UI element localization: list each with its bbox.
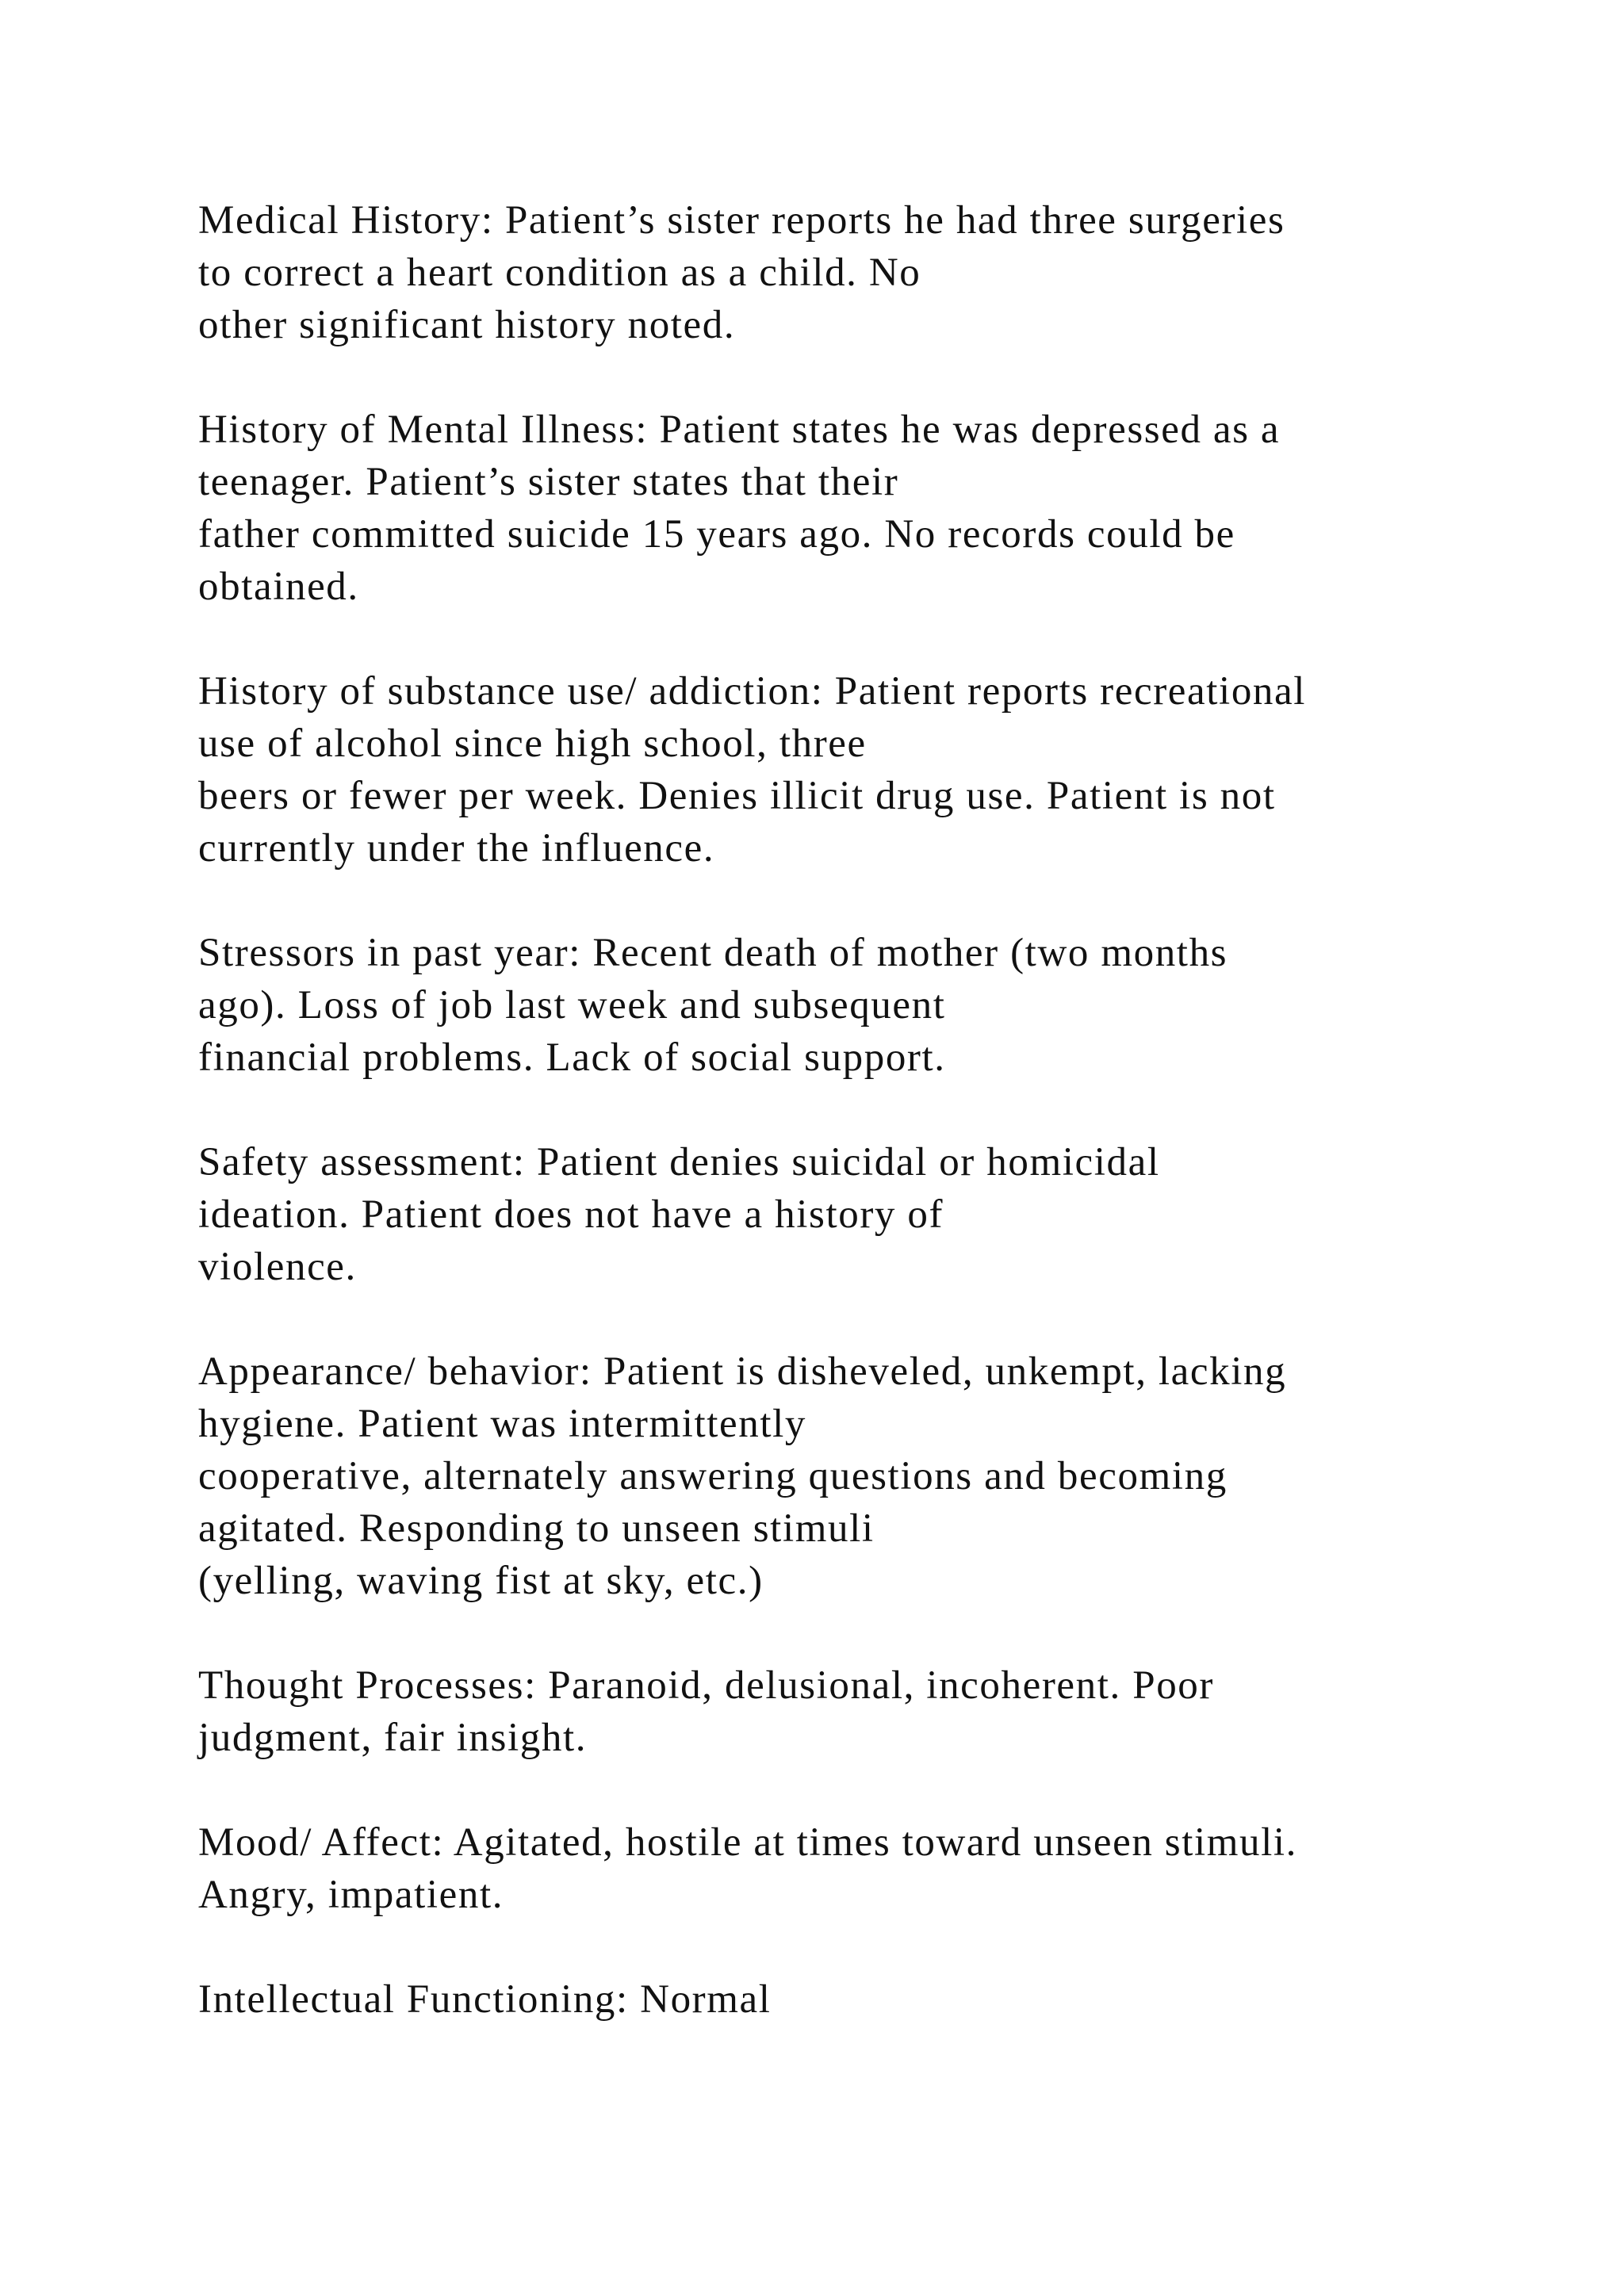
- text-line: beers or fewer per week. Denies illicit drug use. Patient is not: [198, 774, 1276, 818]
- text-line: Mood/ Affect: Agitated, hostile at times toward unseen stimuli.: [198, 1820, 1298, 1865]
- text-line: teenager. Patient’s sister states that their: [198, 460, 899, 504]
- text-line: currently under the influence.: [198, 826, 715, 871]
- paragraph-intellectual-functioning: [198, 1973, 1546, 2026]
- text-line: hygiene. Patient was intermittently: [198, 1402, 807, 1446]
- paragraph-appearance-behavior: [198, 1345, 1546, 1607]
- paragraph-medical-history: [198, 194, 1546, 351]
- text-line: History of substance use/ addiction: Patient reports recreational: [198, 669, 1307, 714]
- text-line: Stressors in past year: Recent death of mother (two months: [198, 931, 1228, 975]
- paragraph-safety-assessment: [198, 1136, 1546, 1293]
- text-line: financial problems. Lack of social support.: [198, 1035, 946, 1080]
- text-line: cooperative, alternately answering questions and becoming: [198, 1454, 1228, 1498]
- text-line: Angry, impatient.: [198, 1873, 504, 1917]
- text-line: judgment, fair insight.: [198, 1716, 588, 1760]
- text-line: violence.: [198, 1245, 357, 1289]
- text-line: Appearance/ behavior: Patient is disheveled, unkempt, lacking: [198, 1349, 1287, 1394]
- text-line: (yelling, waving fist at sky, etc.): [198, 1559, 764, 1603]
- text-line: Safety assessment: Patient denies suicidal or homicidal: [198, 1140, 1160, 1184]
- document-body: [198, 194, 1546, 2078]
- text-line: Intellectual Functioning: Normal: [198, 1977, 772, 2022]
- text-line: ago). Loss of job last week and subsequent: [198, 983, 946, 1027]
- paragraph-thought-processes: [198, 1659, 1546, 1764]
- text-line: Medical History: Patient’s sister reports he had three surgeries: [198, 198, 1285, 243]
- paragraph-stressors: [198, 927, 1546, 1084]
- text-line: History of Mental Illness: Patient states he was depressed as a: [198, 408, 1281, 452]
- paragraph-mental-illness-history: [198, 404, 1546, 613]
- text-line: Thought Processes: Paranoid, delusional, incoherent. Poor: [198, 1663, 1214, 1708]
- text-line: use of alcohol since high school, three: [198, 721, 867, 766]
- paragraph-mood-affect: [198, 1816, 1546, 1921]
- text-line: ideation. Patient does not have a history of: [198, 1192, 944, 1237]
- paragraph-substance-use: [198, 665, 1546, 874]
- text-line: other significant history noted.: [198, 303, 736, 347]
- text-line: father committed suicide 15 years ago. No records could be: [198, 512, 1235, 557]
- text-line: agitated. Responding to unseen stimuli: [198, 1506, 875, 1551]
- text-line: obtained.: [198, 564, 359, 609]
- text-line: to correct a heart condition as a child. No: [198, 251, 921, 295]
